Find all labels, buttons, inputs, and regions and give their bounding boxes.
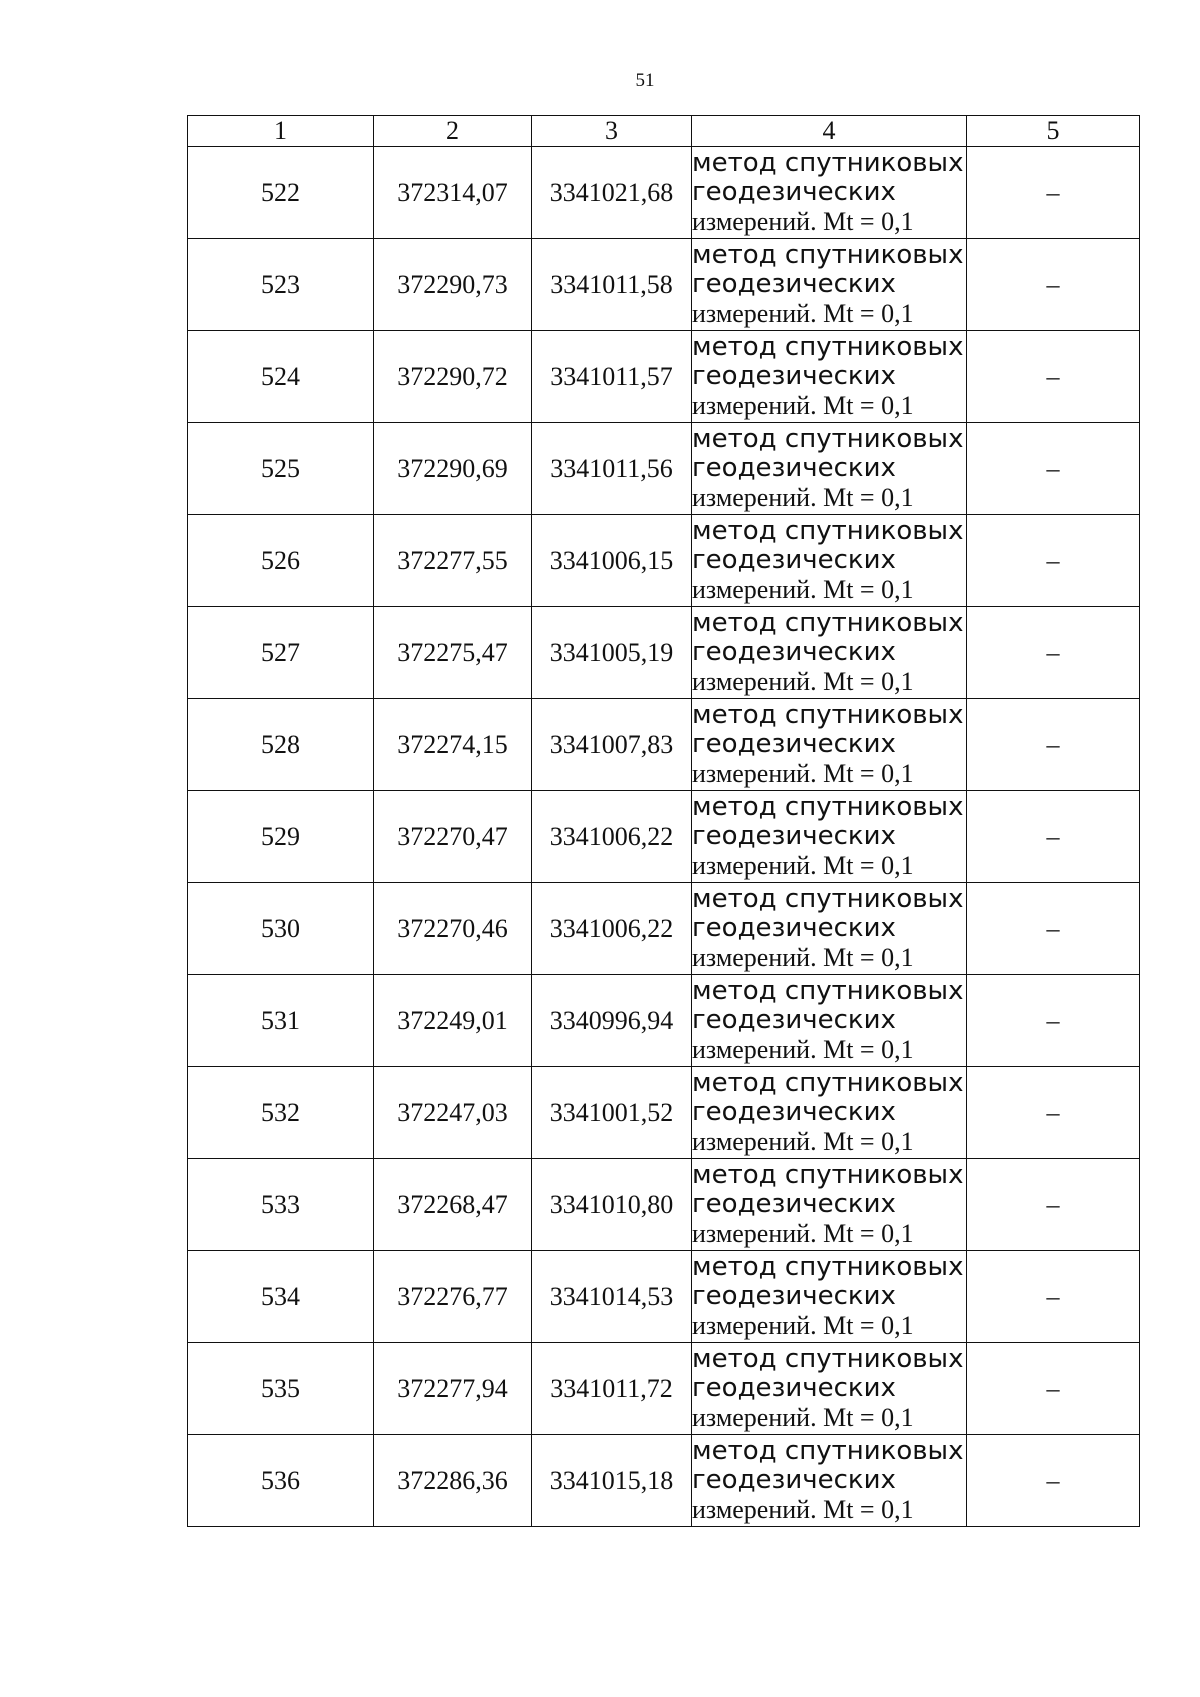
column-5-value: – (967, 1159, 1140, 1251)
table-row (188, 1159, 1140, 1251)
method-line-1: метод спутниковых (692, 516, 964, 546)
column-5-value: – (967, 331, 1140, 423)
point-number: 536 (188, 1435, 374, 1527)
table-row (188, 1435, 1140, 1527)
table-row (188, 331, 1140, 423)
table-row (188, 883, 1140, 975)
point-number: 534 (188, 1251, 374, 1343)
x-coordinate: 372270,46 (374, 883, 532, 975)
x-coordinate: 372290,72 (374, 331, 532, 423)
method-line-3: измерений. Mt = 0,1 (692, 1495, 914, 1524)
method-line-2: геодезических (692, 453, 896, 483)
column-5-value: – (967, 699, 1140, 791)
point-number: 533 (188, 1159, 374, 1251)
method-line-2: геодезических (692, 1373, 896, 1403)
method-line-3: измерений. Mt = 0,1 (692, 759, 914, 788)
column-5-value: – (967, 883, 1140, 975)
x-coordinate: 372290,73 (374, 239, 532, 331)
method-line-1: метод спутниковых (692, 1252, 964, 1282)
y-coordinate: 3341006,22 (532, 791, 692, 883)
y-coordinate: 3341011,57 (532, 331, 692, 423)
method-line-3: измерений. Mt = 0,1 (692, 1311, 914, 1340)
header-row (188, 116, 1140, 147)
method-line-2: геодезических (692, 637, 896, 667)
point-number: 523 (188, 239, 374, 331)
x-coordinate: 372249,01 (374, 975, 532, 1067)
table-row (188, 239, 1140, 331)
column-5-value: – (967, 423, 1140, 515)
y-coordinate: 3341010,80 (532, 1159, 692, 1251)
y-coordinate: 3341007,83 (532, 699, 692, 791)
column-5-value: – (967, 1435, 1140, 1527)
method-line-3: измерений. Mt = 0,1 (692, 851, 914, 880)
column-5-value: – (967, 239, 1140, 331)
table-row (188, 1251, 1140, 1343)
method-line-3: измерений. Mt = 0,1 (692, 667, 914, 696)
y-coordinate: 3341011,72 (532, 1343, 692, 1435)
method-line-1: метод спутниковых (692, 240, 964, 270)
method-line-1: метод спутниковых (692, 1160, 964, 1190)
method-line-2: геодезических (692, 1005, 896, 1035)
point-number: 532 (188, 1067, 374, 1159)
method-line-1: метод спутниковых (692, 332, 964, 362)
table-row (188, 515, 1140, 607)
method-line-1: метод спутниковых (692, 976, 964, 1006)
column-header-1: 1 (188, 116, 374, 147)
method-line-2: геодезических (692, 361, 896, 391)
x-coordinate: 372290,69 (374, 423, 532, 515)
method-line-3: измерений. Mt = 0,1 (692, 1403, 914, 1432)
column-5-value: – (967, 607, 1140, 699)
method-description (692, 975, 967, 1067)
method-line-1: метод спутниковых (692, 1344, 964, 1374)
table-row (188, 1343, 1140, 1435)
method-description (692, 515, 967, 607)
x-coordinate: 372276,77 (374, 1251, 532, 1343)
y-coordinate: 3341011,58 (532, 239, 692, 331)
point-number: 530 (188, 883, 374, 975)
table-row (188, 147, 1140, 239)
point-number: 525 (188, 423, 374, 515)
column-5-value: – (967, 791, 1140, 883)
page-number: 51 (635, 70, 655, 91)
column-5-value: – (967, 975, 1140, 1067)
method-description (692, 239, 967, 331)
y-coordinate: 3341005,19 (532, 607, 692, 699)
point-number: 535 (188, 1343, 374, 1435)
x-coordinate: 372247,03 (374, 1067, 532, 1159)
point-number: 524 (188, 331, 374, 423)
point-number: 522 (188, 147, 374, 239)
x-coordinate: 372268,47 (374, 1159, 532, 1251)
method-line-1: метод спутниковых (692, 884, 964, 914)
column-5-value: – (967, 147, 1140, 239)
x-coordinate: 372270,47 (374, 791, 532, 883)
method-line-1: метод спутниковых (692, 424, 964, 454)
method-description (692, 791, 967, 883)
y-coordinate: 3341021,68 (532, 147, 692, 239)
point-number: 526 (188, 515, 374, 607)
x-coordinate: 372274,15 (374, 699, 532, 791)
point-number: 527 (188, 607, 374, 699)
method-line-3: измерений. Mt = 0,1 (692, 1035, 914, 1064)
method-description (692, 1159, 967, 1251)
y-coordinate: 3341006,22 (532, 883, 692, 975)
method-line-1: метод спутниковых (692, 792, 964, 822)
table-row (188, 423, 1140, 515)
method-description (692, 331, 967, 423)
table-row (188, 791, 1140, 883)
y-coordinate: 3341001,52 (532, 1067, 692, 1159)
coordinates-table (187, 115, 1140, 1527)
column-header-2: 2 (374, 116, 532, 147)
table-header (188, 116, 1140, 147)
method-line-2: геодезических (692, 1097, 896, 1127)
method-line-1: метод спутниковых (692, 608, 964, 638)
method-line-2: геодезических (692, 177, 896, 207)
method-description (692, 1067, 967, 1159)
method-line-3: измерений. Mt = 0,1 (692, 483, 914, 512)
method-description (692, 423, 967, 515)
method-line-2: геодезических (692, 1465, 896, 1495)
column-5-value: – (967, 1343, 1140, 1435)
method-line-2: геодезических (692, 1189, 896, 1219)
y-coordinate: 3341015,18 (532, 1435, 692, 1527)
method-description (692, 883, 967, 975)
x-coordinate: 372314,07 (374, 147, 532, 239)
column-header-4: 4 (692, 116, 967, 147)
method-description (692, 1251, 967, 1343)
method-line-3: измерений. Mt = 0,1 (692, 943, 914, 972)
method-description (692, 147, 967, 239)
table-row (188, 607, 1140, 699)
column-5-value: – (967, 1251, 1140, 1343)
method-line-1: метод спутниковых (692, 700, 964, 730)
y-coordinate: 3341006,15 (532, 515, 692, 607)
column-header-5: 5 (967, 116, 1140, 147)
y-coordinate: 3341014,53 (532, 1251, 692, 1343)
method-line-3: измерений. Mt = 0,1 (692, 1219, 914, 1248)
method-line-2: геодезических (692, 1281, 896, 1311)
method-line-1: метод спутниковых (692, 1436, 964, 1466)
y-coordinate: 3340996,94 (532, 975, 692, 1067)
column-5-value: – (967, 515, 1140, 607)
x-coordinate: 372277,94 (374, 1343, 532, 1435)
point-number: 529 (188, 791, 374, 883)
column-header-3: 3 (532, 116, 692, 147)
method-line-1: метод спутниковых (692, 1068, 964, 1098)
x-coordinate: 372275,47 (374, 607, 532, 699)
method-description (692, 1343, 967, 1435)
method-description (692, 1435, 967, 1527)
method-line-1: метод спутниковых (692, 148, 964, 178)
method-description (692, 699, 967, 791)
table-row (188, 699, 1140, 791)
x-coordinate: 372277,55 (374, 515, 532, 607)
y-coordinate: 3341011,56 (532, 423, 692, 515)
method-line-2: геодезических (692, 269, 896, 299)
method-line-3: измерений. Mt = 0,1 (692, 1127, 914, 1156)
x-coordinate: 372286,36 (374, 1435, 532, 1527)
method-line-2: геодезических (692, 913, 896, 943)
method-line-3: измерений. Mt = 0,1 (692, 391, 914, 420)
method-line-2: геодезических (692, 545, 896, 575)
method-line-2: геодезических (692, 821, 896, 851)
method-line-2: геодезических (692, 729, 896, 759)
method-line-3: измерений. Mt = 0,1 (692, 299, 914, 328)
table-row (188, 1067, 1140, 1159)
point-number: 531 (188, 975, 374, 1067)
column-5-value: – (967, 1067, 1140, 1159)
method-line-3: измерений. Mt = 0,1 (692, 207, 914, 236)
method-line-3: измерений. Mt = 0,1 (692, 575, 914, 604)
method-description (692, 607, 967, 699)
point-number: 528 (188, 699, 374, 791)
table-row (188, 975, 1140, 1067)
table-body (188, 147, 1140, 1527)
